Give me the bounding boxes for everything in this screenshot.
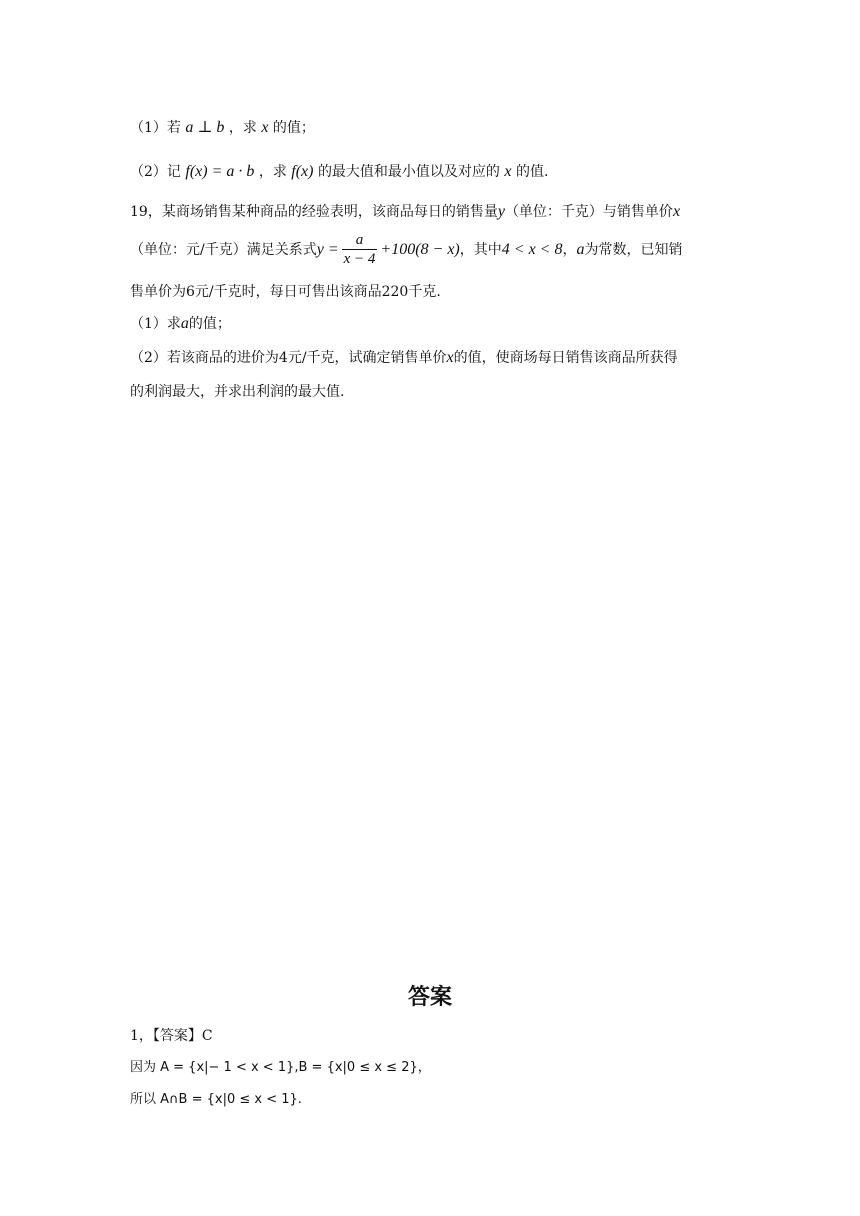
answers-title: 答案 — [407, 985, 452, 1010]
q19-line1-x: x — [672, 203, 681, 220]
q19-formula-rest: +100(8 − x) — [380, 241, 460, 258]
q19-part2-a: （2）若该商品的进价为4元/千克，试确定销售单价 — [130, 350, 447, 366]
q18-part2-var: x — [504, 163, 512, 180]
q18-part2-suffix: 的最大值和最小值以及对应的 — [317, 164, 500, 180]
q19-line2-a: （单位：元/千克）满足关系式 — [130, 242, 317, 258]
q19-line1 — [130, 202, 680, 222]
answer1-label: 1，【答案】C — [130, 1028, 213, 1044]
q19-line2 — [130, 232, 682, 268]
q19-range: 4 < x < 8 — [501, 241, 563, 258]
q18-part1-var: x — [261, 119, 269, 136]
q19-line1-a: 19，某商场销售某种商品的经验表明，该商品每日的销售量 — [130, 204, 498, 220]
q18-part1-suffix: ，求 — [228, 120, 257, 136]
q18-part1-math: a ⊥ b — [185, 119, 225, 136]
q18-part2-math: f(x) = a · b — [185, 163, 255, 180]
answer1-line3: 所以 A∩B = {x|0 ≤ x < 1}. — [130, 1092, 302, 1107]
q19-formula-fraction — [342, 232, 378, 268]
q18-part2-fx: f(x) — [291, 163, 314, 180]
q18-part2-mid: ，求 — [258, 164, 287, 180]
q19-line3: 售单价为6元/千克时，每日可售出该商品220千克. — [130, 284, 441, 300]
q18-part2-prefix: （2）记 — [130, 164, 181, 180]
q19-part2-line1 — [130, 348, 678, 368]
q19-line1-y: y — [497, 203, 505, 220]
q19-part1-prefix: （1）求 — [130, 316, 181, 332]
q19-formula-y: y = — [316, 241, 339, 258]
q19-part2-b: 的值，使商场每日销售该商品所获得 — [453, 350, 678, 366]
q18-part2-end: 的值. — [515, 164, 549, 180]
q19-a-var: a — [576, 241, 585, 258]
q19-part2-x: x — [446, 349, 454, 366]
q18-part1 — [130, 118, 315, 138]
q19-part1-end: 的值； — [188, 316, 231, 332]
q19-fraction-numerator: a — [355, 232, 364, 248]
q19-part2-line2: 的利润最大，并求出利润的最大值. — [130, 384, 345, 400]
q19-fraction-denominator: x − 4 — [343, 251, 376, 267]
q19-part1 — [130, 314, 231, 334]
q18-part1-prefix: （1）若 — [130, 120, 181, 136]
q19-line2-b: ，其中 — [459, 242, 502, 258]
q19-line2-d: 为常数，已知销 — [584, 242, 683, 258]
q19-part1-var: a — [180, 315, 189, 332]
q18-part1-end: 的值； — [272, 120, 315, 136]
q19-line1-b: （单位：千克）与销售单价 — [504, 204, 673, 220]
q18-part2 — [130, 162, 548, 182]
q19-line2-c: ， — [562, 242, 577, 258]
answer1-line2: 因为 A = {x|− 1 < x < 1},B = {x|0 ≤ x ≤ 2}， — [130, 1060, 431, 1075]
